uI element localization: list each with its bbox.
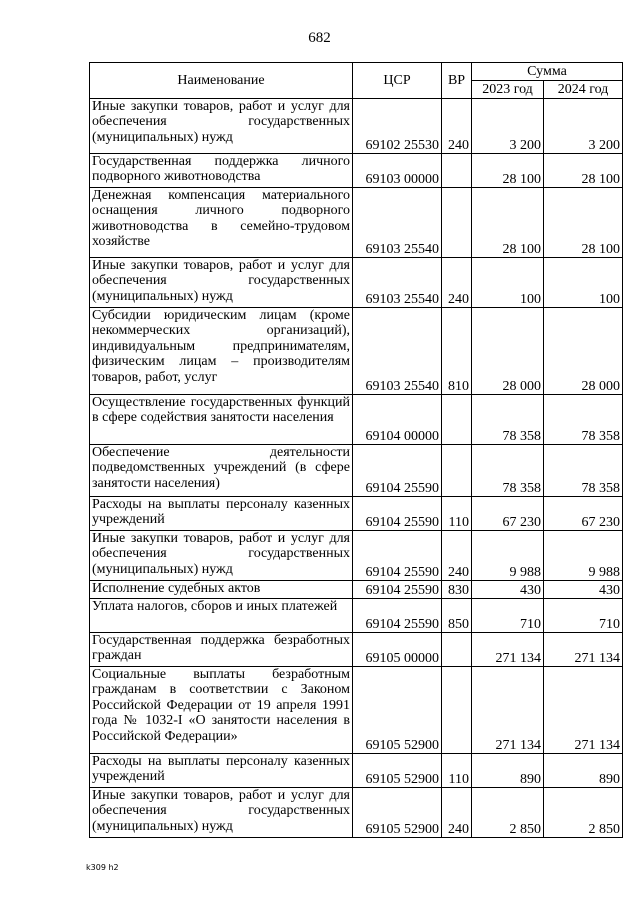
row-csr: 69104 25590	[353, 497, 442, 531]
table-row	[90, 599, 623, 633]
row-sum-2024: 28 000	[544, 308, 623, 395]
row-sum-2024: 271 134	[544, 633, 623, 667]
row-sum-2024: 28 100	[544, 154, 623, 188]
row-csr: 69105 52900	[353, 667, 442, 754]
row-vr: 810	[442, 308, 472, 395]
table-row	[90, 445, 623, 497]
row-sum-2023: 271 134	[472, 667, 544, 754]
row-csr: 69103 25540	[353, 188, 442, 258]
row-sum-2023: 430	[472, 581, 544, 599]
row-sum-2023: 28 100	[472, 154, 544, 188]
row-sum-2024: 430	[544, 581, 623, 599]
row-sum-2023: 9 988	[472, 531, 544, 581]
row-name: Иные закупки товаров, работ и услуг для обеспечения государственных (муниципальных) нужд	[90, 531, 353, 581]
table-row	[90, 667, 623, 754]
row-sum-2024: 710	[544, 599, 623, 633]
row-vr: 830	[442, 581, 472, 599]
row-sum-2023: 78 358	[472, 445, 544, 497]
row-vr	[442, 445, 472, 497]
row-sum-2024: 271 134	[544, 667, 623, 754]
table-row	[90, 258, 623, 308]
table-row	[90, 754, 623, 788]
row-csr: 69105 52900	[353, 788, 442, 838]
row-csr: 69102 25530	[353, 99, 442, 154]
table-row	[90, 188, 623, 258]
footer-code: k309 h2	[86, 863, 119, 872]
row-vr	[442, 395, 472, 445]
row-sum-2023: 890	[472, 754, 544, 788]
header-year-2023: 2023 год	[472, 81, 544, 99]
table-row	[90, 308, 623, 395]
row-name: Денежная компенсация материального оснащения личного подворного животноводства в семейно-трудовом хозяйстве	[90, 188, 353, 258]
row-vr: 240	[442, 99, 472, 154]
row-sum-2023: 28 100	[472, 188, 544, 258]
row-sum-2023: 2 850	[472, 788, 544, 838]
row-vr	[442, 667, 472, 754]
table-row	[90, 788, 623, 838]
header-csr: ЦСР	[353, 63, 442, 99]
row-csr: 69105 52900	[353, 754, 442, 788]
row-vr: 240	[442, 531, 472, 581]
table-row	[90, 497, 623, 531]
row-name: Государственная поддержка безработных граждан	[90, 633, 353, 667]
row-name: Осуществление государственных функций в сфере содействия занятости населения	[90, 395, 353, 445]
row-name: Уплата налогов, сборов и иных платежей	[90, 599, 353, 633]
row-name: Социальные выплаты безработным гражданам в соответствии с Законом Российской Федерации от 19 апреля 1991 года № 1032-I «О занятости населения в Российской Федерации»	[90, 667, 353, 754]
row-vr	[442, 188, 472, 258]
header-vr: ВР	[442, 63, 472, 99]
row-sum-2024: 100	[544, 258, 623, 308]
row-sum-2024: 890	[544, 754, 623, 788]
row-sum-2023: 3 200	[472, 99, 544, 154]
row-name: Расходы на выплаты персоналу казенных учреждений	[90, 497, 353, 531]
row-sum-2023: 67 230	[472, 497, 544, 531]
row-csr: 69103 25540	[353, 308, 442, 395]
table-header	[90, 63, 623, 99]
row-name: Расходы на выплаты персоналу казенных учреждений	[90, 754, 353, 788]
row-name: Иные закупки товаров, работ и услуг для обеспечения государственных (муниципальных) нужд	[90, 258, 353, 308]
row-sum-2023: 100	[472, 258, 544, 308]
row-csr: 69104 25590	[353, 531, 442, 581]
header-year-2024: 2024 год	[544, 81, 623, 99]
table-row	[90, 581, 623, 599]
budget-table	[89, 62, 623, 838]
row-name: Иные закупки товаров, работ и услуг для обеспечения государственных (муниципальных) нужд	[90, 788, 353, 838]
row-sum-2024: 78 358	[544, 395, 623, 445]
row-sum-2024: 9 988	[544, 531, 623, 581]
row-name: Исполнение судебных актов	[90, 581, 353, 599]
header-name: Наименование	[90, 63, 353, 99]
row-sum-2023: 28 000	[472, 308, 544, 395]
table-row	[90, 531, 623, 581]
row-sum-2024: 67 230	[544, 497, 623, 531]
row-sum-2024: 2 850	[544, 788, 623, 838]
table-row	[90, 633, 623, 667]
row-vr: 240	[442, 788, 472, 838]
table-row	[90, 395, 623, 445]
row-csr: 69104 25590	[353, 445, 442, 497]
row-vr: 110	[442, 497, 472, 531]
row-csr: 69104 25590	[353, 581, 442, 599]
row-vr: 110	[442, 754, 472, 788]
row-name: Иные закупки товаров, работ и услуг для обеспечения государственных (муниципальных) нужд	[90, 99, 353, 154]
row-vr	[442, 633, 472, 667]
row-sum-2024: 78 358	[544, 445, 623, 497]
row-csr: 69104 25590	[353, 599, 442, 633]
row-sum-2024: 3 200	[544, 99, 623, 154]
row-csr: 69105 00000	[353, 633, 442, 667]
row-csr: 69103 00000	[353, 154, 442, 188]
row-name: Обеспечение деятельности подведомственных учреждений (в сфере занятости населения)	[90, 445, 353, 497]
row-csr: 69104 00000	[353, 395, 442, 445]
row-name: Государственная поддержка личного подворного животноводства	[90, 154, 353, 188]
row-sum-2023: 710	[472, 599, 544, 633]
table-row	[90, 154, 623, 188]
table-body	[90, 99, 623, 838]
page-number: 682	[308, 30, 331, 46]
row-sum-2024: 28 100	[544, 188, 623, 258]
row-sum-2023: 78 358	[472, 395, 544, 445]
table-row	[90, 99, 623, 154]
row-vr: 850	[442, 599, 472, 633]
row-vr: 240	[442, 258, 472, 308]
row-name: Субсидии юридическим лицам (кроме некоммерческих организаций), индивидуальным предпринимателям, физическим лицам – производителям товаров, работ, услуг	[90, 308, 353, 395]
header-sum: Сумма	[472, 63, 623, 81]
row-sum-2023: 271 134	[472, 633, 544, 667]
row-csr: 69103 25540	[353, 258, 442, 308]
row-vr	[442, 154, 472, 188]
